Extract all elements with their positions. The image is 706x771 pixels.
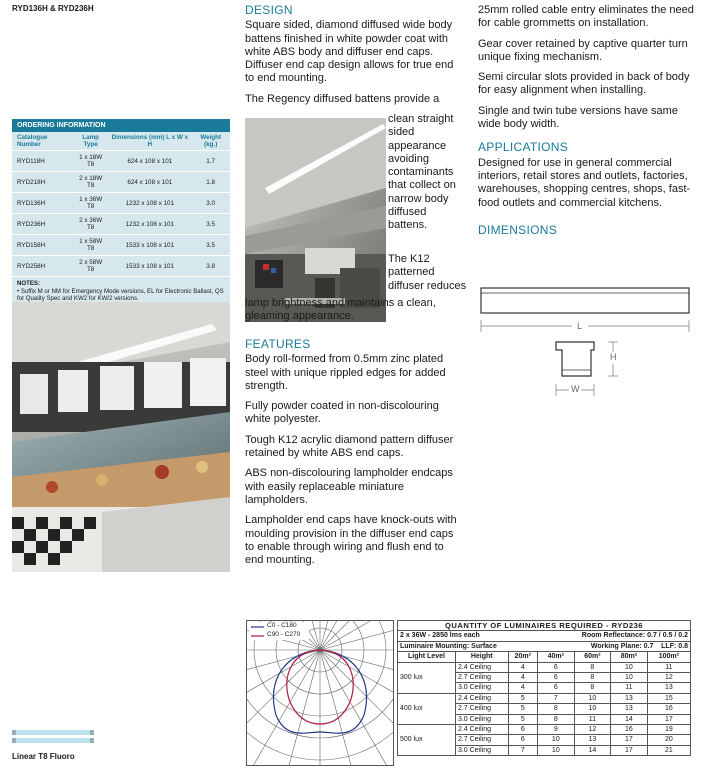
mounting-height: 3.0 Ceiling bbox=[455, 683, 508, 693]
weight: 3.5 bbox=[191, 214, 230, 235]
ordering-row bbox=[12, 193, 230, 214]
catalogue-number: RYD118H bbox=[12, 151, 73, 172]
room-reflectance: Room Reflectance: 0.7 / 0.5 / 0.2 bbox=[538, 631, 691, 641]
luminaire-count: 13 bbox=[574, 735, 611, 745]
catalogue-number: RYD236H bbox=[12, 214, 73, 235]
luminaires-table bbox=[397, 620, 691, 756]
col-weight: Weight (kg.) bbox=[191, 132, 230, 151]
catalogue-number: RYD158H bbox=[12, 235, 73, 256]
luminaire-count: 11 bbox=[574, 714, 611, 724]
feature-item: Fully powder coated in non-discolouring white polyester. bbox=[245, 400, 439, 426]
footer-label: Linear T8 Fluoro bbox=[12, 752, 75, 761]
col-dimensions: Dimensions (mm) L x W x H bbox=[108, 132, 191, 151]
dimensions: 1533 x 108 x 101 bbox=[108, 235, 191, 256]
luminaire-mounting: Luminaire Mounting: Surface bbox=[398, 641, 538, 651]
lamp-type: 1 x 18W T8 bbox=[73, 151, 108, 172]
luminaire-count: 17 bbox=[647, 714, 690, 724]
luminaire-count: 12 bbox=[574, 725, 611, 735]
luminaire-count: 10 bbox=[574, 693, 611, 703]
luminaire-count: 16 bbox=[611, 725, 648, 735]
ordering-table bbox=[12, 132, 230, 277]
mounting-height: 2.4 Ceiling bbox=[455, 662, 508, 672]
luminaire-count: 11 bbox=[647, 662, 690, 672]
polar-legend-c90: C90 - C270 bbox=[267, 631, 301, 638]
design-paragraph-1: Square sided, diamond diffused wide body battens finished in white powder coat with white ABS body and diffuser end caps. Diffuser end cap design allows for true end to end mounting. bbox=[245, 19, 454, 85]
mounting-height: 3.0 Ceiling bbox=[455, 745, 508, 755]
lamp-type: 1 x 36W T8 bbox=[73, 193, 108, 214]
dimensions: 1232 x 108 x 101 bbox=[108, 214, 191, 235]
luminaire-count: 11 bbox=[611, 683, 648, 693]
lum-row bbox=[398, 662, 691, 672]
mounting-height: 2.7 Ceiling bbox=[455, 673, 508, 683]
ordering-info-panel bbox=[12, 119, 230, 314]
luminaire-count: 10 bbox=[611, 673, 648, 683]
dimensions: 1232 x 108 x 101 bbox=[108, 193, 191, 214]
lum-col-header: 100m² bbox=[647, 652, 690, 662]
weight: 3.8 bbox=[191, 256, 230, 277]
luminaire-count: 8 bbox=[574, 683, 611, 693]
catalogue-number: RYD136H bbox=[12, 193, 73, 214]
light-level: 400 lux bbox=[398, 693, 456, 724]
mounting-height: 2.4 Ceiling bbox=[455, 725, 508, 735]
right-column bbox=[478, 4, 696, 239]
design-paragraph-3-start: The K12 patterned diffuser reduces bbox=[388, 253, 467, 292]
applications-text: Designed for use in general commercial interiors, retail stores and outlets, factories, warehouses, shopping centres, shops, fast-food outlets and commercial kitchens. bbox=[478, 156, 691, 209]
luminaire-count: 5 bbox=[508, 693, 538, 703]
features-heading: FEATURES bbox=[245, 337, 311, 351]
luminaire-count: 14 bbox=[611, 714, 648, 724]
llf: LLF: 0.8 bbox=[661, 642, 688, 650]
light-level: 300 lux bbox=[398, 662, 456, 693]
feature-item: 25mm rolled cable entry eliminates the need for cable grommetts on installation. bbox=[478, 4, 694, 30]
lamp-type: 2 x 58W T8 bbox=[73, 256, 108, 277]
design-paragraph-3-rest: lamp brightness and maintains a clean, gleaming appearance. bbox=[245, 297, 436, 323]
dimensions: 624 x 108 x 101 bbox=[108, 172, 191, 193]
dimensions-diagram bbox=[476, 280, 696, 405]
luminaire-count: 8 bbox=[538, 714, 575, 724]
luminaire-count: 19 bbox=[647, 725, 690, 735]
design-paragraph-2-wrap: clean straight sided appearance avoiding contaminants that collect on narrow body diffused battens. bbox=[388, 113, 456, 232]
mounting-height: 2.4 Ceiling bbox=[455, 693, 508, 703]
lum-col-header: Height bbox=[455, 652, 508, 662]
dimensions-heading: DIMENSIONS bbox=[478, 222, 558, 237]
dim-width-label: W bbox=[571, 384, 580, 394]
office-photo bbox=[245, 118, 386, 322]
ordering-row bbox=[12, 256, 230, 277]
model-heading: RYD136H & RYD236H bbox=[12, 4, 94, 13]
luminaire-count: 4 bbox=[508, 673, 538, 683]
lum-row bbox=[398, 725, 691, 735]
col-catalogue: Catalogue Number bbox=[12, 132, 73, 151]
weight: 3.5 bbox=[191, 235, 230, 256]
luminaire-count: 13 bbox=[611, 693, 648, 703]
luminaire-count: 6 bbox=[508, 735, 538, 745]
design-paragraph-2-start: The Regency diffused battens provide a bbox=[245, 92, 440, 105]
lum-col-header: Light Level bbox=[398, 652, 456, 662]
luminaire-count: 14 bbox=[574, 745, 611, 755]
lum-col-header: 80m² bbox=[611, 652, 648, 662]
lamp-type: 2 x 18W T8 bbox=[73, 172, 108, 193]
feature-item: ABS non-discolouring lampholder endcaps with easily replaceable miniature lampholders. bbox=[245, 467, 453, 506]
luminaires-table-panel bbox=[397, 620, 691, 756]
luminaire-count: 8 bbox=[538, 704, 575, 714]
features-section bbox=[245, 338, 465, 574]
lamp-type: 1 x 58W T8 bbox=[73, 235, 108, 256]
light-level: 500 lux bbox=[398, 725, 456, 756]
lum-col-header: 20m² bbox=[508, 652, 538, 662]
luminaire-count: 5 bbox=[508, 714, 538, 724]
design-heading: DESIGN bbox=[245, 3, 293, 17]
feature-item: Lampholder end caps have knock-outs with moulding provision in the diffuser end caps to enable through wiring and flush end to end mounting. bbox=[245, 514, 457, 567]
luminaires-title: QUANTITY OF LUMINAIRES REQUIRED - RYD236 bbox=[398, 621, 691, 631]
weight: 3.0 bbox=[191, 193, 230, 214]
dim-length-label: L bbox=[577, 321, 583, 331]
lum-row bbox=[398, 693, 691, 703]
notes-line-1: • Suffix M or NM for Emergency Mode versions, EL for Electronic Ballast, QS for Quality Spec and KW2 for KW/2 versions. bbox=[17, 287, 224, 303]
dimensions: 1533 x 108 x 101 bbox=[108, 256, 191, 277]
luminaire-count: 20 bbox=[647, 735, 690, 745]
ordering-row bbox=[12, 235, 230, 256]
luminaire-count: 10 bbox=[611, 662, 648, 672]
luminaire-count: 15 bbox=[647, 693, 690, 703]
catalogue-number: RYD258H bbox=[12, 256, 73, 277]
luminaire-count: 13 bbox=[647, 683, 690, 693]
luminaire-count: 8 bbox=[574, 662, 611, 672]
design-section bbox=[245, 4, 465, 106]
feature-item: Tough K12 acrylic diamond pattern diffuser retained by white ABS end caps. bbox=[245, 433, 454, 460]
working-plane-llf bbox=[538, 641, 691, 651]
fluoro-tube-image bbox=[12, 726, 94, 748]
lum-col-header: 60m² bbox=[574, 652, 611, 662]
luminaire-count: 10 bbox=[538, 745, 575, 755]
luminaire-count: 7 bbox=[538, 693, 575, 703]
working-plane: Working Plane: 0.7 bbox=[590, 642, 654, 650]
luminaire-count: 6 bbox=[538, 673, 575, 683]
feature-item: Body roll-formed from 0.5mm zinc plated steel with unique rippled edges for added strength. bbox=[245, 353, 446, 392]
luminaire-count: 6 bbox=[508, 725, 538, 735]
luminaire-count: 7 bbox=[508, 745, 538, 755]
weight: 1.8 bbox=[191, 172, 230, 193]
ordering-row bbox=[12, 214, 230, 235]
ordering-row bbox=[12, 151, 230, 172]
dimensions: 624 x 108 x 101 bbox=[108, 151, 191, 172]
lamp-type: 2 x 36W T8 bbox=[73, 214, 108, 235]
luminaire-count: 17 bbox=[611, 735, 648, 745]
luminaire-count: 10 bbox=[574, 704, 611, 714]
luminaire-count: 10 bbox=[538, 735, 575, 745]
luminaire-count: 9 bbox=[538, 725, 575, 735]
weight: 1.7 bbox=[191, 151, 230, 172]
feature-item: Semi circular slots provided in back of body for easy alignment when installing. bbox=[478, 71, 690, 97]
mounting-height: 3.0 Ceiling bbox=[455, 714, 508, 724]
feature-item: Single and twin tube versions have same wide body width. bbox=[478, 104, 678, 131]
luminaire-count: 6 bbox=[538, 683, 575, 693]
luminaire-count: 12 bbox=[647, 673, 690, 683]
luminaire-count: 21 bbox=[647, 745, 690, 755]
luminaire-count: 6 bbox=[538, 662, 575, 672]
lamp-info: 2 x 36W - 2850 lms each bbox=[398, 631, 538, 641]
luminaire-count: 4 bbox=[508, 662, 538, 672]
ordering-info-title: ORDERING INFORMATION bbox=[12, 119, 230, 132]
applications-heading: APPLICATIONS bbox=[478, 140, 569, 155]
luminaire-count: 4 bbox=[508, 683, 538, 693]
ordering-row bbox=[12, 172, 230, 193]
luminaire-count: 5 bbox=[508, 704, 538, 714]
luminaire-count: 17 bbox=[611, 745, 648, 755]
polar-light-distribution bbox=[246, 620, 394, 766]
mounting-height: 2.7 Ceiling bbox=[455, 735, 508, 745]
luminaire-count: 8 bbox=[574, 673, 611, 683]
mounting-height: 2.7 Ceiling bbox=[455, 704, 508, 714]
luminaire-count: 13 bbox=[611, 704, 648, 714]
notes-title: NOTES: bbox=[17, 280, 41, 287]
feature-item: Gear cover retained by captive quarter turn unique fixing mechanism. bbox=[478, 37, 688, 63]
col-lamp: Lamp Type bbox=[73, 132, 108, 151]
deli-counter-photo bbox=[12, 302, 230, 572]
lum-col-header: 40m² bbox=[538, 652, 575, 662]
luminaire-count: 16 bbox=[647, 704, 690, 714]
dim-height-label: H bbox=[610, 352, 617, 362]
catalogue-number: RYD218H bbox=[12, 172, 73, 193]
polar-legend-c0: C0 - C180 bbox=[267, 622, 297, 629]
